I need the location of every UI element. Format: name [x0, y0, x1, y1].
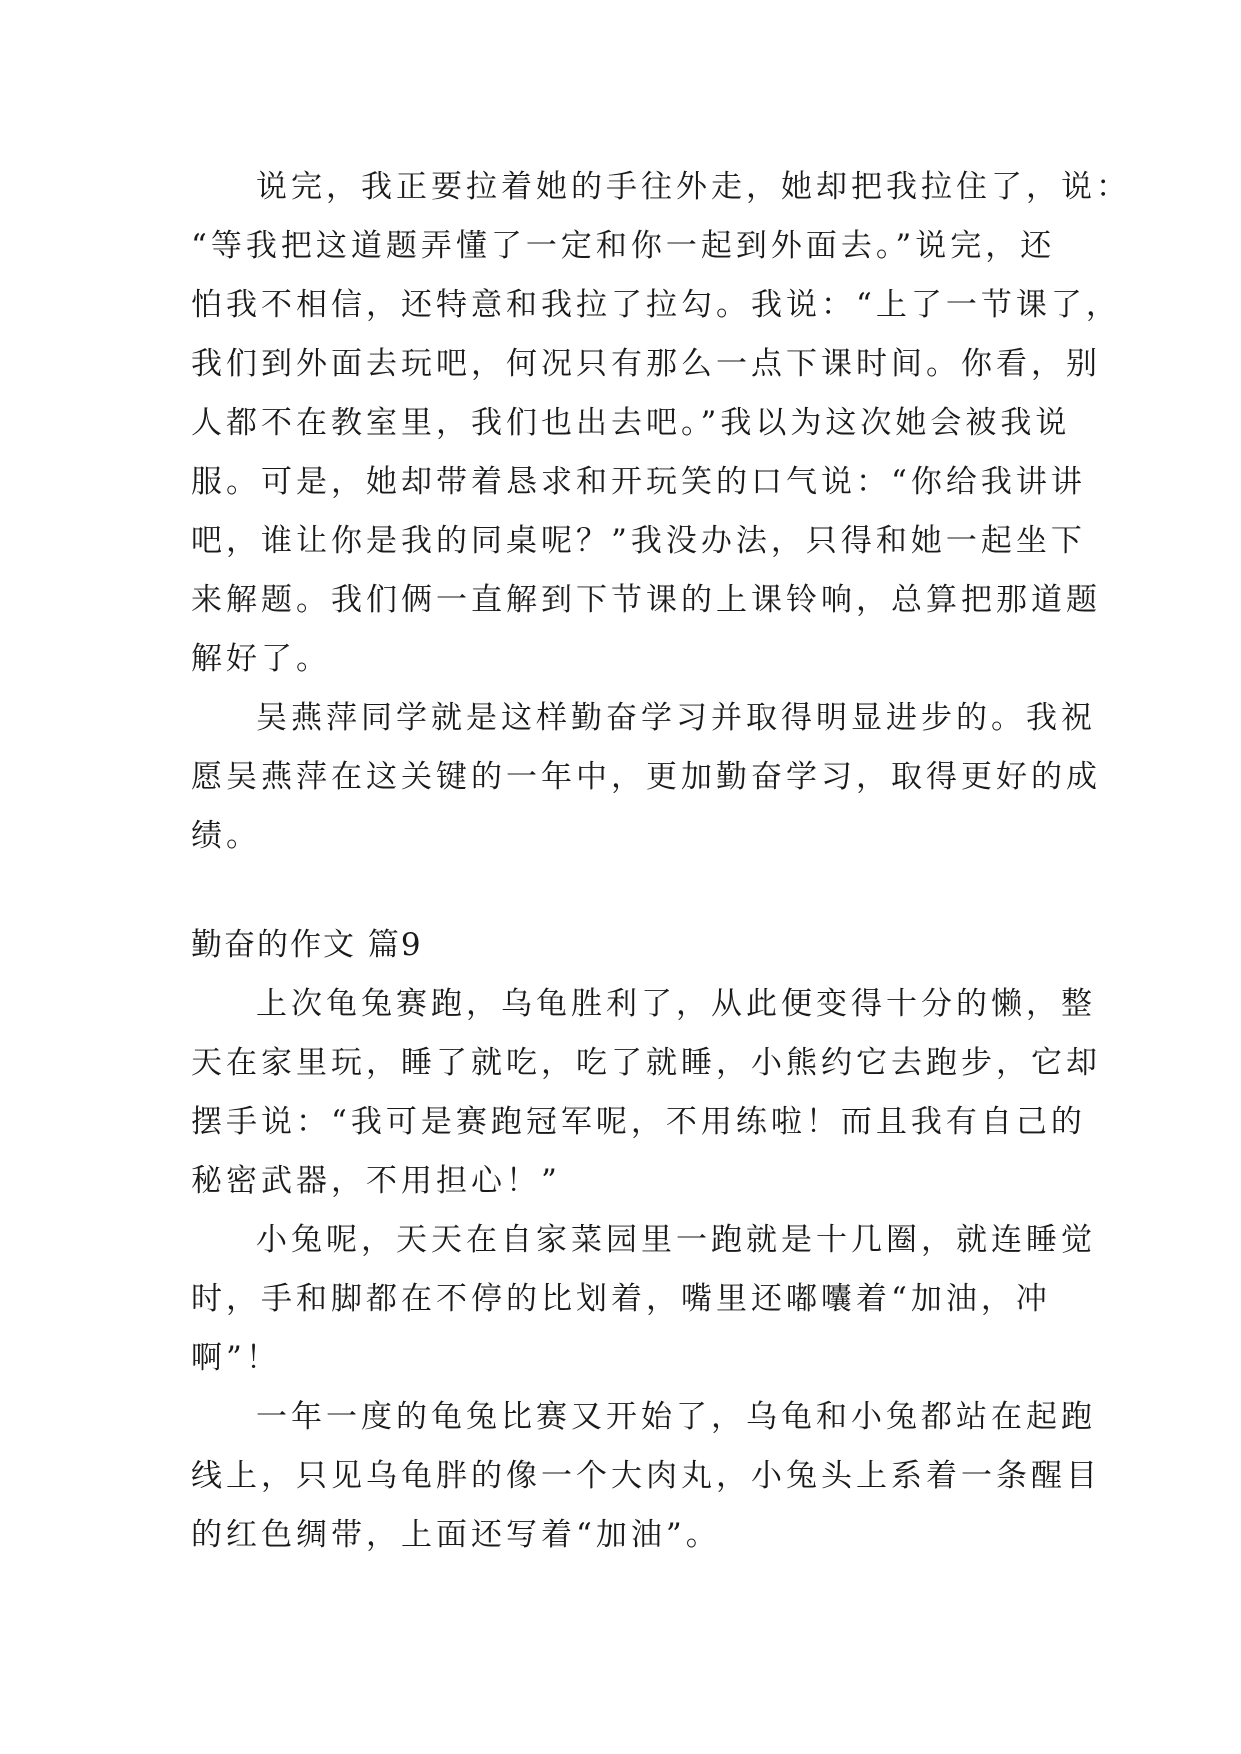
paragraph-line: 我们到外面去玩吧，何况只有那么一点下课时间。你看，别 — [191, 346, 1101, 382]
paragraph-line: 秘密武器，不用担心！” — [191, 1163, 561, 1199]
paragraph-line: 服。可是，她却带着恳求和开玩笑的口气说：“你给我讲讲 — [191, 464, 1086, 500]
paragraph-line: “等我把这道题弄懂了一定和你一起到外面去。”说完，还 — [191, 228, 1056, 264]
paragraph-line: 线上，只见乌龟胖的像一个大肉丸，小兔头上系着一条醒目 — [191, 1458, 1101, 1494]
paragraph-line: 愿吴燕萍在这关键的一年中，更加勤奋学习，取得更好的成 — [191, 759, 1101, 795]
paragraph-line: 小兔呢，天天在自家菜园里一跑就是十几圈，就连睡觉 — [256, 1222, 1096, 1258]
paragraph-line: 上次龟兔赛跑，乌龟胜利了，从此便变得十分的懒，整 — [256, 986, 1096, 1022]
paragraph-line: 解好了。 — [191, 641, 331, 677]
paragraph-line: 啊”！ — [191, 1340, 281, 1376]
paragraph-line: 摆手说：“我可是赛跑冠军呢，不用练啦！而且我有自己的 — [191, 1104, 1086, 1140]
section-heading: 勤奋的作文 篇9 — [191, 927, 423, 963]
paragraph-line: 绩。 — [191, 818, 261, 854]
paragraph-line: 怕我不相信，还特意和我拉了拉勾。我说：“上了一节课了， — [191, 287, 1121, 323]
paragraph-line: 的红色绸带，上面还写着“加油”。 — [191, 1517, 721, 1553]
paragraph-line: 一年一度的龟兔比赛又开始了，乌龟和小兔都站在起跑 — [256, 1399, 1096, 1435]
paragraph-line: 时，手和脚都在不停的比划着，嘴里还嘟囔着“加油，冲 — [191, 1281, 1051, 1317]
paragraph-line: 来解题。我们俩一直解到下节课的上课铃响，总算把那道题 — [191, 582, 1101, 618]
paragraph-line: 吴燕萍同学就是这样勤奋学习并取得明显进步的。我祝 — [256, 700, 1096, 736]
paragraph-line: 人都不在教室里，我们也出去吧。”我以为这次她会被我说 — [191, 405, 1071, 441]
paragraph-line: 说完，我正要拉着她的手往外走，她却把我拉住了，说： — [256, 169, 1131, 205]
paragraph-line: 天在家里玩，睡了就吃，吃了就睡，小熊约它去跑步，它却 — [191, 1045, 1101, 1081]
paragraph-line: 吧，谁让你是我的同桌呢？”我没办法，只得和她一起坐下 — [191, 523, 1086, 559]
